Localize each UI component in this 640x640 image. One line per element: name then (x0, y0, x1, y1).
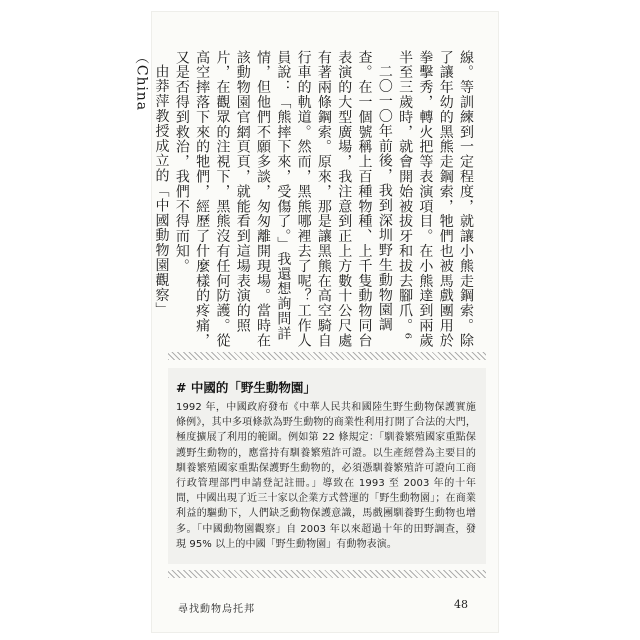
paragraph: 線。等訓練到一定程度，就讓小熊走鋼索。除了讓年幼的黑熊走鋼索，牠們也被馬戲團用於拳擊秀，轉火把等表演項目。在小熊達到兩歲半至三歲時，就會開始被拔牙和拔去腳爪。⁶ (397, 50, 474, 348)
page-number: 48 (454, 598, 468, 611)
sidebar-title: # 中國的「野生動物園」 (176, 380, 316, 395)
hatched-divider (168, 352, 486, 360)
hatched-divider (168, 570, 486, 578)
sidebar-body: 1992 年，中國政府發布《中華人民共和國陸生野生動物保護實施條例》，其中多項條款為野生動物的商業性利用打開了合法的大門，極度擴展了利用的範圍。例如第 22 條規定：「馴養繁殖國家重點保護野生動物的，應當持有馴養繁殖許可證。以生產經營為主要目的馴養繁殖國家重點保護野生動物的，必須憑馴養繁殖許可證向工商行政管理部門申請登記註冊。」導致在 1993 至 2003 年的十年間，中國出現了近三十家以企業方式營運的「野生動物園」；在商業利益的驅動下，人們缺乏動物保護意識，馬戲團馴養野生動物也增多。「中國動物園觀察」自 2003 年以來超過十年的田野調查，發現 95% 以上的中國「野生動物園」有動物表演。 (176, 402, 476, 550)
main-vertical-text (133, 50, 476, 350)
paragraph: 由莽萍教授成立的「中國動物園觀察」（China (133, 50, 170, 318)
paragraph: 二〇一〇年前後，我到深圳野生動物園調查。在一個號稱上百種物種、上千隻動物同台表演的大型廣場，我注意到正上方數十公尺處有著兩條鋼索。原來，那是讓黑熊在高空騎自行車的軌道。然而，黑熊哪裡去了呢？工作人員說：「熊摔下來，受傷了。」我還想詢問詳情，但他們不願多談，匆匆離開現場。當時在該動物園官網頁頁，就能看到這場表演的照片，在觀眾的注視下，黑熊沒有任何防護。從高空摔落下來的牠們，經歷了什麼樣的疼痛，又是否得到救治，我們不得而知。 (173, 50, 393, 348)
running-footer-title: 尋找動物烏托邦 (178, 604, 255, 615)
sidebar-box (168, 368, 486, 564)
